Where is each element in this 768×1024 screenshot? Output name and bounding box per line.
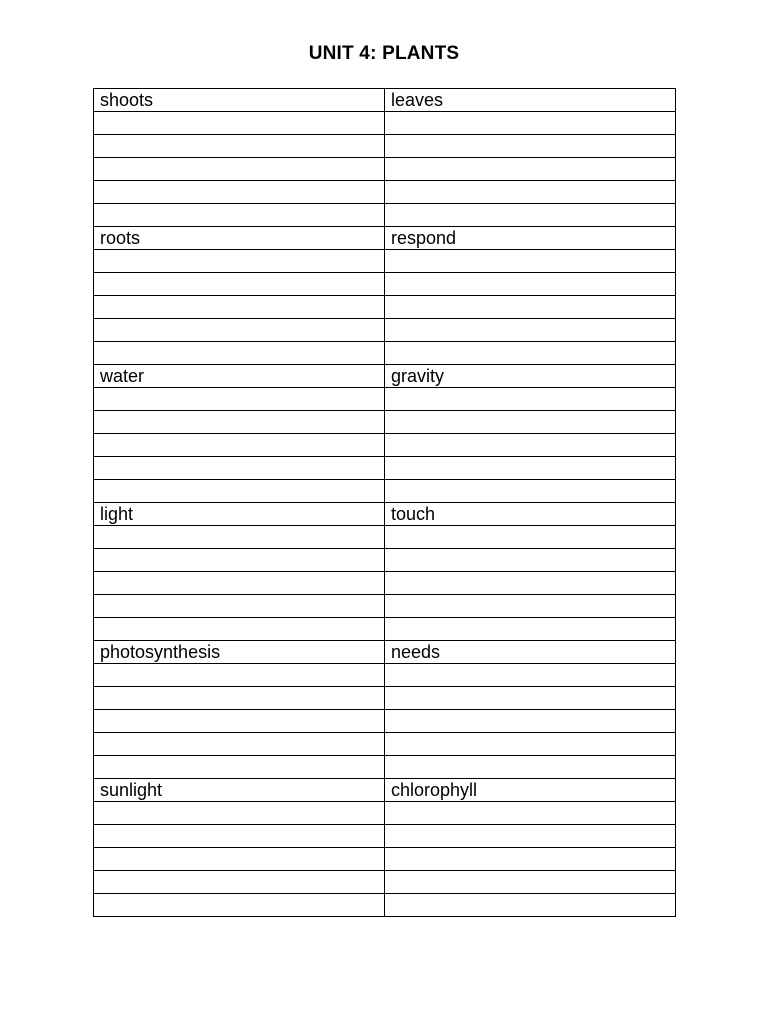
blank-writing-cell[interactable] — [94, 411, 385, 434]
blank-writing-row — [94, 710, 676, 733]
vocab-word-cell-right: gravity — [385, 365, 676, 388]
blank-writing-cell[interactable] — [94, 664, 385, 687]
blank-writing-cell[interactable] — [94, 572, 385, 595]
blank-writing-cell[interactable] — [385, 434, 676, 457]
blank-writing-row — [94, 250, 676, 273]
blank-writing-cell[interactable] — [94, 250, 385, 273]
blank-writing-row — [94, 388, 676, 411]
blank-writing-cell[interactable] — [385, 802, 676, 825]
blank-writing-cell[interactable] — [94, 135, 385, 158]
blank-writing-cell[interactable] — [94, 733, 385, 756]
blank-writing-row — [94, 756, 676, 779]
blank-writing-cell[interactable] — [94, 756, 385, 779]
blank-writing-row — [94, 618, 676, 641]
blank-writing-cell[interactable] — [385, 457, 676, 480]
page-title: UNIT 4: PLANTS — [308, 43, 460, 64]
vocab-word-row — [94, 503, 676, 526]
blank-writing-cell[interactable] — [385, 250, 676, 273]
vocab-word-cell-left: light — [94, 503, 385, 526]
blank-writing-cell[interactable] — [385, 480, 676, 503]
blank-writing-row — [94, 549, 676, 572]
blank-writing-row — [94, 526, 676, 549]
blank-writing-cell[interactable] — [385, 526, 676, 549]
blank-writing-cell[interactable] — [385, 112, 676, 135]
blank-writing-cell[interactable] — [385, 595, 676, 618]
blank-writing-row — [94, 595, 676, 618]
blank-writing-row — [94, 319, 676, 342]
blank-writing-cell[interactable] — [385, 342, 676, 365]
blank-writing-cell[interactable] — [94, 434, 385, 457]
vocabulary-table-body — [94, 89, 676, 917]
blank-writing-cell[interactable] — [385, 296, 676, 319]
vocab-word-cell-left: roots — [94, 227, 385, 250]
blank-writing-row — [94, 273, 676, 296]
blank-writing-cell[interactable] — [94, 273, 385, 296]
blank-writing-cell[interactable] — [385, 733, 676, 756]
vocab-word-cell-right: touch — [385, 503, 676, 526]
blank-writing-cell[interactable] — [94, 825, 385, 848]
blank-writing-cell[interactable] — [94, 158, 385, 181]
blank-writing-cell[interactable] — [385, 618, 676, 641]
blank-writing-cell[interactable] — [94, 802, 385, 825]
blank-writing-cell[interactable] — [94, 687, 385, 710]
vocabulary-table — [93, 88, 676, 917]
blank-writing-cell[interactable] — [94, 204, 385, 227]
blank-writing-cell[interactable] — [385, 158, 676, 181]
blank-writing-cell[interactable] — [94, 112, 385, 135]
blank-writing-row — [94, 296, 676, 319]
blank-writing-row — [94, 687, 676, 710]
blank-writing-cell[interactable] — [385, 871, 676, 894]
blank-writing-row — [94, 572, 676, 595]
blank-writing-row — [94, 825, 676, 848]
blank-writing-row — [94, 158, 676, 181]
blank-writing-cell[interactable] — [385, 388, 676, 411]
blank-writing-cell[interactable] — [385, 135, 676, 158]
blank-writing-cell[interactable] — [94, 319, 385, 342]
blank-writing-cell[interactable] — [385, 273, 676, 296]
blank-writing-row — [94, 411, 676, 434]
vocab-word-row — [94, 89, 676, 112]
vocab-word-cell-right: chlorophyll — [385, 779, 676, 802]
blank-writing-row — [94, 135, 676, 158]
blank-writing-cell[interactable] — [94, 618, 385, 641]
blank-writing-cell[interactable] — [385, 181, 676, 204]
vocab-word-cell-left: water — [94, 365, 385, 388]
blank-writing-cell[interactable] — [94, 181, 385, 204]
blank-writing-row — [94, 342, 676, 365]
blank-writing-cell[interactable] — [94, 595, 385, 618]
blank-writing-cell[interactable] — [94, 710, 385, 733]
vocab-word-cell-right: leaves — [385, 89, 676, 112]
blank-writing-cell[interactable] — [385, 756, 676, 779]
blank-writing-cell[interactable] — [94, 871, 385, 894]
vocab-word-cell-left: photosynthesis — [94, 641, 385, 664]
blank-writing-cell[interactable] — [94, 549, 385, 572]
blank-writing-row — [94, 434, 676, 457]
blank-writing-cell[interactable] — [94, 388, 385, 411]
blank-writing-row — [94, 457, 676, 480]
vocab-word-cell-left: shoots — [94, 89, 385, 112]
blank-writing-row — [94, 204, 676, 227]
blank-writing-cell[interactable] — [385, 319, 676, 342]
vocab-word-cell-right: respond — [385, 227, 676, 250]
blank-writing-row — [94, 181, 676, 204]
blank-writing-cell[interactable] — [94, 457, 385, 480]
vocab-word-row — [94, 641, 676, 664]
blank-writing-cell[interactable] — [385, 894, 676, 917]
blank-writing-cell[interactable] — [385, 411, 676, 434]
blank-writing-row — [94, 802, 676, 825]
vocab-word-cell-left: sunlight — [94, 779, 385, 802]
blank-writing-cell[interactable] — [94, 526, 385, 549]
blank-writing-row — [94, 664, 676, 687]
blank-writing-row — [94, 894, 676, 917]
vocab-word-row — [94, 227, 676, 250]
vocab-word-row — [94, 365, 676, 388]
blank-writing-cell[interactable] — [94, 342, 385, 365]
blank-writing-cell[interactable] — [385, 664, 676, 687]
blank-writing-cell[interactable] — [94, 296, 385, 319]
blank-writing-row — [94, 480, 676, 503]
blank-writing-cell[interactable] — [385, 687, 676, 710]
blank-writing-cell[interactable] — [94, 480, 385, 503]
blank-writing-row — [94, 112, 676, 135]
blank-writing-cell[interactable] — [385, 710, 676, 733]
blank-writing-cell[interactable] — [385, 204, 676, 227]
blank-writing-cell[interactable] — [94, 894, 385, 917]
blank-writing-cell[interactable] — [385, 848, 676, 871]
blank-writing-row — [94, 848, 676, 871]
blank-writing-cell[interactable] — [385, 549, 676, 572]
vocab-word-row — [94, 779, 676, 802]
blank-writing-cell[interactable] — [94, 848, 385, 871]
blank-writing-cell[interactable] — [385, 825, 676, 848]
blank-writing-row — [94, 871, 676, 894]
vocab-word-cell-right: needs — [385, 641, 676, 664]
blank-writing-cell[interactable] — [385, 572, 676, 595]
blank-writing-row — [94, 733, 676, 756]
